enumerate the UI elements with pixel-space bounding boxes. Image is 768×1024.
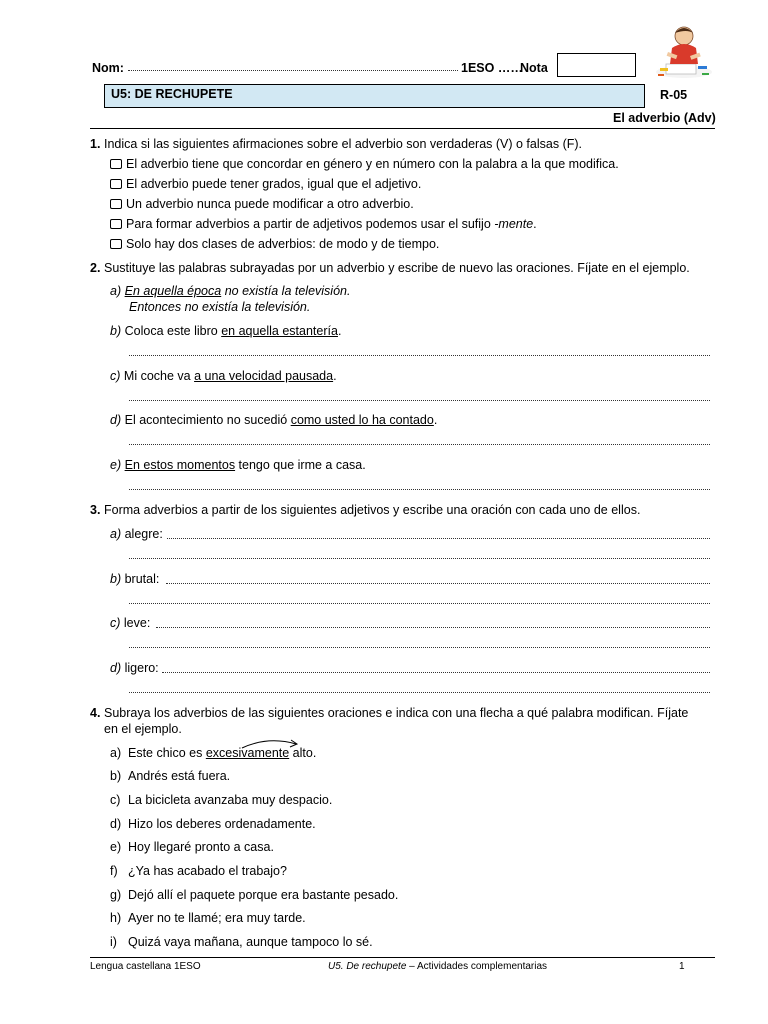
ex4-item-letter: f) (110, 864, 118, 878)
checkbox[interactable] (110, 179, 122, 189)
name-field[interactable] (128, 70, 458, 71)
grade-label: Nota (520, 61, 548, 75)
answer-line[interactable] (129, 489, 710, 490)
ex4-item: Hoy llegaré pronto a casa. (128, 840, 274, 854)
answer-line[interactable] (129, 647, 710, 648)
footer-title: U5. De rechupete – Actividades complementarias (328, 961, 548, 972)
ex1-item: Para formar adverbios a partir de adjetivos podemos usar el sufijo -mente. (110, 217, 537, 231)
answer-line[interactable] (129, 603, 710, 604)
unit-title: U5: DE RECHUPETE (111, 87, 233, 101)
ex4-item: ¿Ya has acabado el trabajo? (128, 864, 287, 878)
answer-line[interactable] (129, 444, 710, 445)
ex4-item-letter: d) (110, 817, 122, 831)
ex3-item: a) alegre: (110, 527, 163, 541)
ex4-item: Dejó allí el paquete porque era bastante pesado. (128, 888, 399, 902)
ex4-item-letter: h) (110, 911, 122, 925)
ex4-item: Ayer no te llamé; era muy tarde. (128, 911, 306, 925)
header-divider (90, 128, 715, 129)
checkbox[interactable] (110, 199, 122, 209)
ex4-instruction-cont: en el ejemplo. (104, 722, 182, 736)
ex4-item: Andrés está fuera. (128, 769, 231, 783)
ex1-item: El adverbio tiene que concordar en género y en número con la palabra a la que modifica. (110, 157, 619, 171)
ex1-item: El adverbio puede tener grados, igual que el adjetivo. (110, 177, 421, 191)
ex3-number: 3. (90, 503, 101, 517)
ex3-item: d) ligero: (110, 661, 159, 675)
ex2-number: 2. (90, 261, 101, 275)
answer-line[interactable] (129, 692, 710, 693)
checkbox[interactable] (110, 159, 122, 169)
answer-line[interactable] (166, 583, 710, 584)
ex4-item-letter: c) (110, 793, 121, 807)
footer-subject: Lengua castellana 1ESO (90, 961, 201, 972)
course-label: 1ESO …… (461, 61, 523, 75)
checkbox[interactable] (110, 219, 122, 229)
ex4-item-letter: e) (110, 840, 122, 854)
ex3-instruction: Forma adverbios a partir de los siguientes adjetivos y escribe una oración con cada uno de ellos. (104, 503, 641, 517)
ex2-item: d) El acontecimiento no sucedió como usted lo ha contado. (110, 413, 438, 427)
ex4-instruction: Subraya los adverbios de las siguientes oraciones e indica con una flecha a qué palabra modifican. Fíjate (104, 706, 689, 720)
ex2-item: b) Coloca este libro en aquella estantería. (110, 324, 342, 338)
ex4-item: Hizo los deberes ordenadamente. (128, 817, 316, 831)
sheet-code: R-05 (660, 88, 688, 102)
ex2-item: c) Mi coche va a una velocidad pausada. (110, 369, 337, 383)
ex2-example: a) En aquella época no existía la televisión. (110, 284, 351, 298)
ex3-item: b) brutal: (110, 572, 160, 586)
child-drawing-illustration (654, 22, 716, 80)
ex4-item-letter: g) (110, 888, 122, 902)
ex1-number: 1. (90, 137, 101, 151)
ex4-item: Quizá vaya mañana, aunque tampoco lo sé. (128, 935, 373, 949)
grade-box[interactable] (557, 53, 636, 77)
ex2-instruction: Sustituye las palabras subrayadas por un adverbio y escribe de nuevo las oraciones. Fíjate en el ejemplo. (104, 261, 690, 275)
ex4-example: Este chico es excesivamente alto. (128, 746, 317, 760)
modifier-arrow-icon (238, 737, 304, 751)
answer-line[interactable] (129, 355, 710, 356)
ex2-example-answer: Entonces no existía la televisión. (129, 300, 311, 314)
answer-line[interactable] (129, 400, 710, 401)
ex4-item-letter: a) (110, 746, 122, 760)
ex3-item: c) leve: (110, 616, 151, 630)
footer-divider (90, 957, 715, 958)
ex1-instruction: Indica si las siguientes afirmaciones sobre el adverbio son verdaderas (V) o falsas (F). (104, 137, 582, 151)
ex1-item: Un adverbio nunca puede modificar a otro adverbio. (110, 197, 414, 211)
ex4-item-letter: b) (110, 769, 122, 783)
checkbox[interactable] (110, 239, 122, 249)
ex2-item: e) En estos momentos tengo que irme a casa. (110, 458, 366, 472)
page-subtitle: El adverbio (Adv) (613, 111, 716, 125)
ex1-item: Solo hay dos clases de adverbios: de modo y de tiempo. (110, 237, 439, 251)
name-label: Nom: (92, 61, 124, 75)
answer-line[interactable] (129, 558, 710, 559)
answer-line[interactable] (156, 627, 710, 628)
ex4-item: La bicicleta avanzaba muy despacio. (128, 793, 333, 807)
ex4-number: 4. (90, 706, 101, 720)
ex4-item-letter: i) (110, 935, 117, 949)
answer-line[interactable] (162, 672, 710, 673)
unit-title-banner (104, 84, 645, 108)
page-number: 1 (679, 961, 685, 972)
answer-line[interactable] (167, 538, 710, 539)
